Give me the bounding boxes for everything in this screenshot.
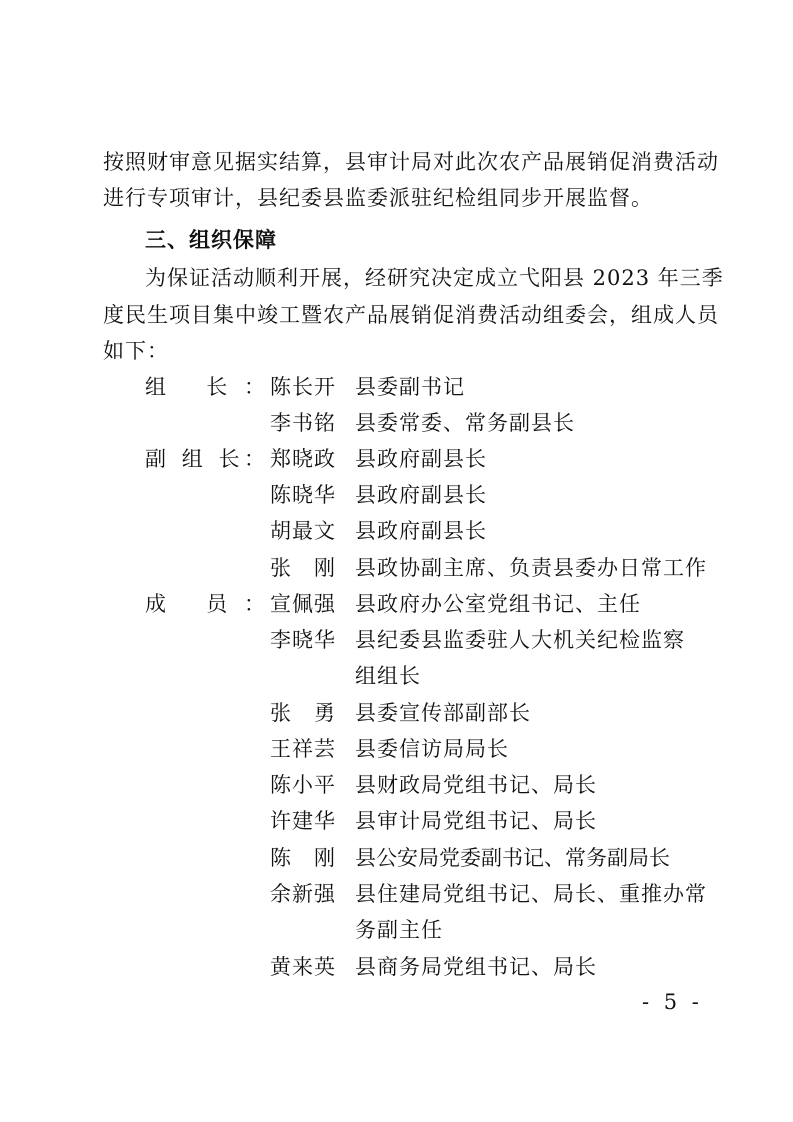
member-position: 县委宣传部副部长 <box>355 701 531 725</box>
member-position: 县财政局党组书记、局长 <box>355 773 597 797</box>
role-leader-label: 组 长： <box>145 375 265 399</box>
intro-line-3: 如下： <box>103 339 169 363</box>
page-number: - 5 - <box>642 990 703 1014</box>
member-position-continued: 组组长 <box>355 664 421 688</box>
member-name: 李晓华 <box>270 628 336 652</box>
role-member-label: 成 员： <box>145 592 265 616</box>
member-name: 李书铭 <box>270 411 336 435</box>
role-deputy <box>145 443 265 473</box>
member-position: 县委常委、常务副县长 <box>355 411 575 435</box>
member-name: 陈小平 <box>270 773 336 797</box>
paragraph-line-1: 按照财审意见据实结算，县审计局对此次农产品展销促消费活动 <box>103 150 719 174</box>
member-position: 县委信访局局长 <box>355 737 509 761</box>
member-position: 县住建局党组书记、局长、重推办常 <box>355 882 707 906</box>
member-position: 县委副书记 <box>355 375 465 399</box>
member-position: 县纪委县监委驻人大机关纪检监察 <box>355 628 685 652</box>
member-name: 张 勇 <box>270 701 336 725</box>
intro-line-1: 为保证活动顺利开展，经研究决定成立弋阳县 2023 年三季 <box>145 266 724 290</box>
member-name: 陈长开 <box>270 375 336 399</box>
member-position: 县审计局党组书记、局长 <box>355 809 597 833</box>
member-name: 陈晓华 <box>270 483 336 507</box>
member-name: 郑晓政 <box>270 447 336 471</box>
member-name: 陈 刚 <box>270 846 336 870</box>
member-position: 县政府办公室党组书记、主任 <box>355 592 641 616</box>
member-name: 王祥芸 <box>270 737 336 761</box>
section-heading: 三、组织保障 <box>145 228 277 252</box>
member-position: 县政府副县长 <box>355 519 487 543</box>
member-name: 宣佩强 <box>270 592 336 616</box>
member-position: 县政府副县长 <box>355 483 487 507</box>
member-name: 余新强 <box>270 882 336 906</box>
member-position: 县政协副主席、负责县委办日常工作 <box>355 556 707 580</box>
member-name: 胡最文 <box>270 519 336 543</box>
role-member <box>145 588 265 618</box>
member-name: 张 刚 <box>270 556 336 580</box>
member-position: 县政府副县长 <box>355 447 487 471</box>
member-name: 黄来英 <box>270 955 336 979</box>
member-position: 县公安局党委副书记、常务副局长 <box>355 846 670 870</box>
member-name: 许建华 <box>270 809 336 833</box>
member-position-continued: 务副主任 <box>355 918 443 942</box>
role-deputy-label: 副 组 长： <box>145 447 265 471</box>
paragraph-line-2: 进行专项审计，县纪委县监委派驻纪检组同步开展监督。 <box>103 186 653 210</box>
intro-line-2: 度民生项目集中竣工暨农产品展销促消费活动组委会，组成人员 <box>103 303 719 327</box>
member-position: 县商务局党组书记、局长 <box>355 955 597 979</box>
role-leader <box>145 371 265 401</box>
